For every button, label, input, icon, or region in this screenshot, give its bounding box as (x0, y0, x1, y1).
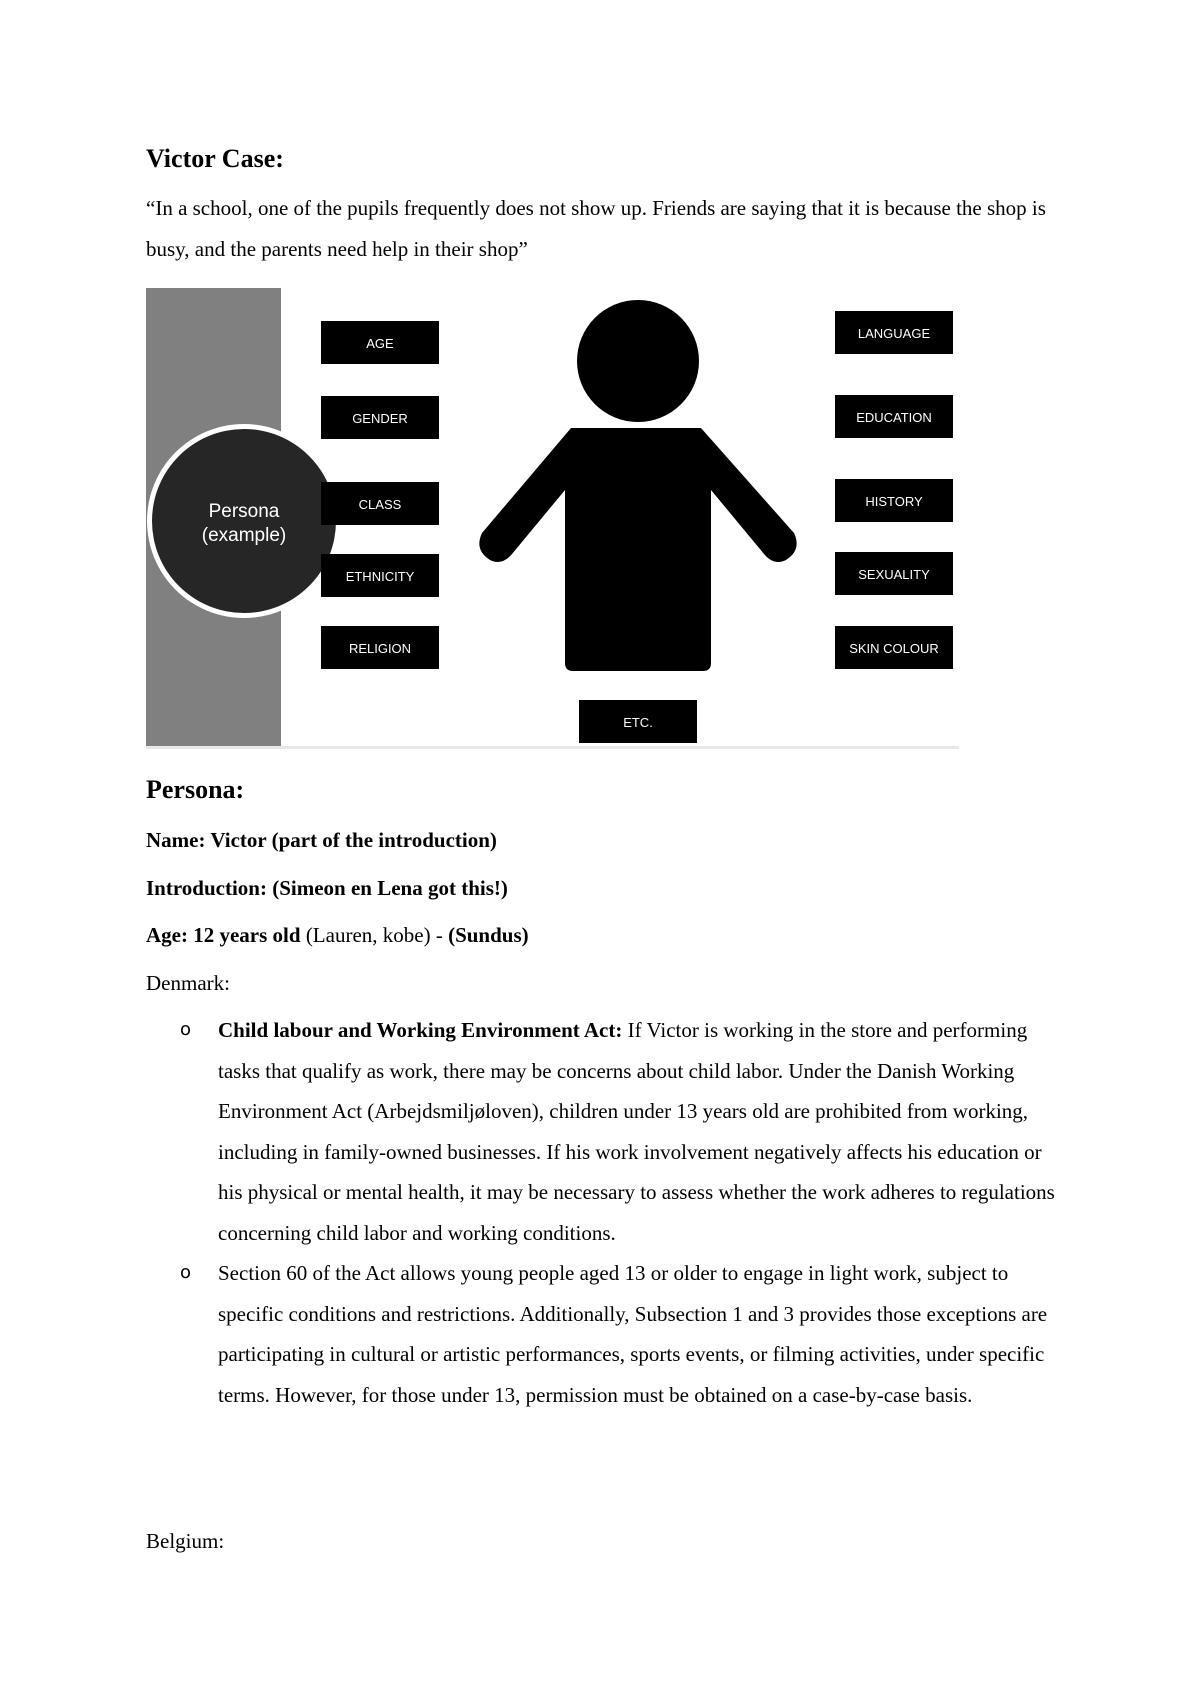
tag-religion-label: RELIGION (348, 641, 412, 656)
tag-education-label: EDUCATION (856, 410, 932, 425)
tag-etc (579, 700, 697, 743)
bullet-2-text: Section 60 of the Act allows young people aged 13 or older to engage in light work, subject to specific conditions and restrictions. Additionally, Subsection 1 and 3 provides those exceptions are participating in cultural or artistic performances, sports events, or filming activities, under specific terms. However, for those under 13, permission must be obtained on a case-by-case basis. (218, 1261, 1048, 1407)
bullet-marker: o (180, 1019, 192, 1040)
person-icon (479, 300, 796, 671)
age-line (146, 923, 529, 948)
tag-language-label: LANGUAGE (857, 326, 931, 341)
age-names: (Lauren, kobe) - (300, 923, 449, 947)
tag-age (321, 321, 439, 364)
tag-class (321, 482, 439, 525)
persona-label-line1: Persona (208, 501, 280, 522)
denmark-bullet-list (180, 1010, 1060, 1415)
tag-ethnicity (321, 554, 439, 597)
age-assignee: (Sundus) (448, 923, 529, 947)
diagram-baseline (146, 746, 959, 749)
list-item (180, 1010, 1060, 1253)
denmark-label: Denmark: (146, 971, 230, 995)
bullet-1-heading: Child labour and Working Environment Act: (218, 1018, 623, 1042)
persona-diagram (146, 288, 959, 750)
tag-class-label: CLASS (358, 497, 402, 512)
tag-age-label: AGE (366, 336, 394, 351)
case-title: Victor Case: (146, 144, 284, 173)
bullet-1-text: If Victor is working in the store and performing tasks that qualify as work, there may be concerns about child labor. Under the Danish Working Environment Act (Arbejdsmiljøloven), children under 13 years old are prohibited from working, including in family-owned businesses. If his work involvement negatively affects his education or his physical or mental health, it may be necessary to assess whether the work adheres to regulations concerning child labor and working conditions. (218, 1018, 1055, 1245)
age-label: Age: 12 years old (146, 923, 301, 947)
persona-label-line2: (example) (201, 525, 287, 546)
introduction-line: Introduction: (Simeon en Lena got this!) (146, 876, 508, 900)
tag-history (835, 479, 953, 522)
tag-gender (321, 396, 439, 439)
tag-education (835, 395, 953, 438)
tag-history-label: HISTORY (865, 494, 923, 509)
tag-skin-colour-label: SKIN COLOUR (849, 641, 939, 656)
tag-gender-label: GENDER (352, 411, 408, 426)
list-item (180, 1253, 1060, 1415)
bullet-marker: o (180, 1262, 192, 1283)
belgium-label: Belgium: (146, 1529, 225, 1553)
tag-ethnicity-label: ETHNICITY (345, 569, 415, 584)
tag-language (835, 311, 953, 354)
tag-etc-label: ETC. (623, 715, 653, 730)
case-quote: “In a school, one of the pupils frequently does not show up. Friends are saying that it is because the shop is busy, and the parents need help in their shop” (146, 196, 1046, 261)
tag-sexuality-label: SEXUALITY (858, 567, 930, 582)
name-line: Name: Victor (part of the introduction) (146, 828, 497, 852)
persona-heading: Persona: (146, 775, 245, 804)
tag-religion (321, 626, 439, 669)
tag-skin-colour (835, 626, 953, 669)
tag-sexuality (835, 552, 953, 595)
